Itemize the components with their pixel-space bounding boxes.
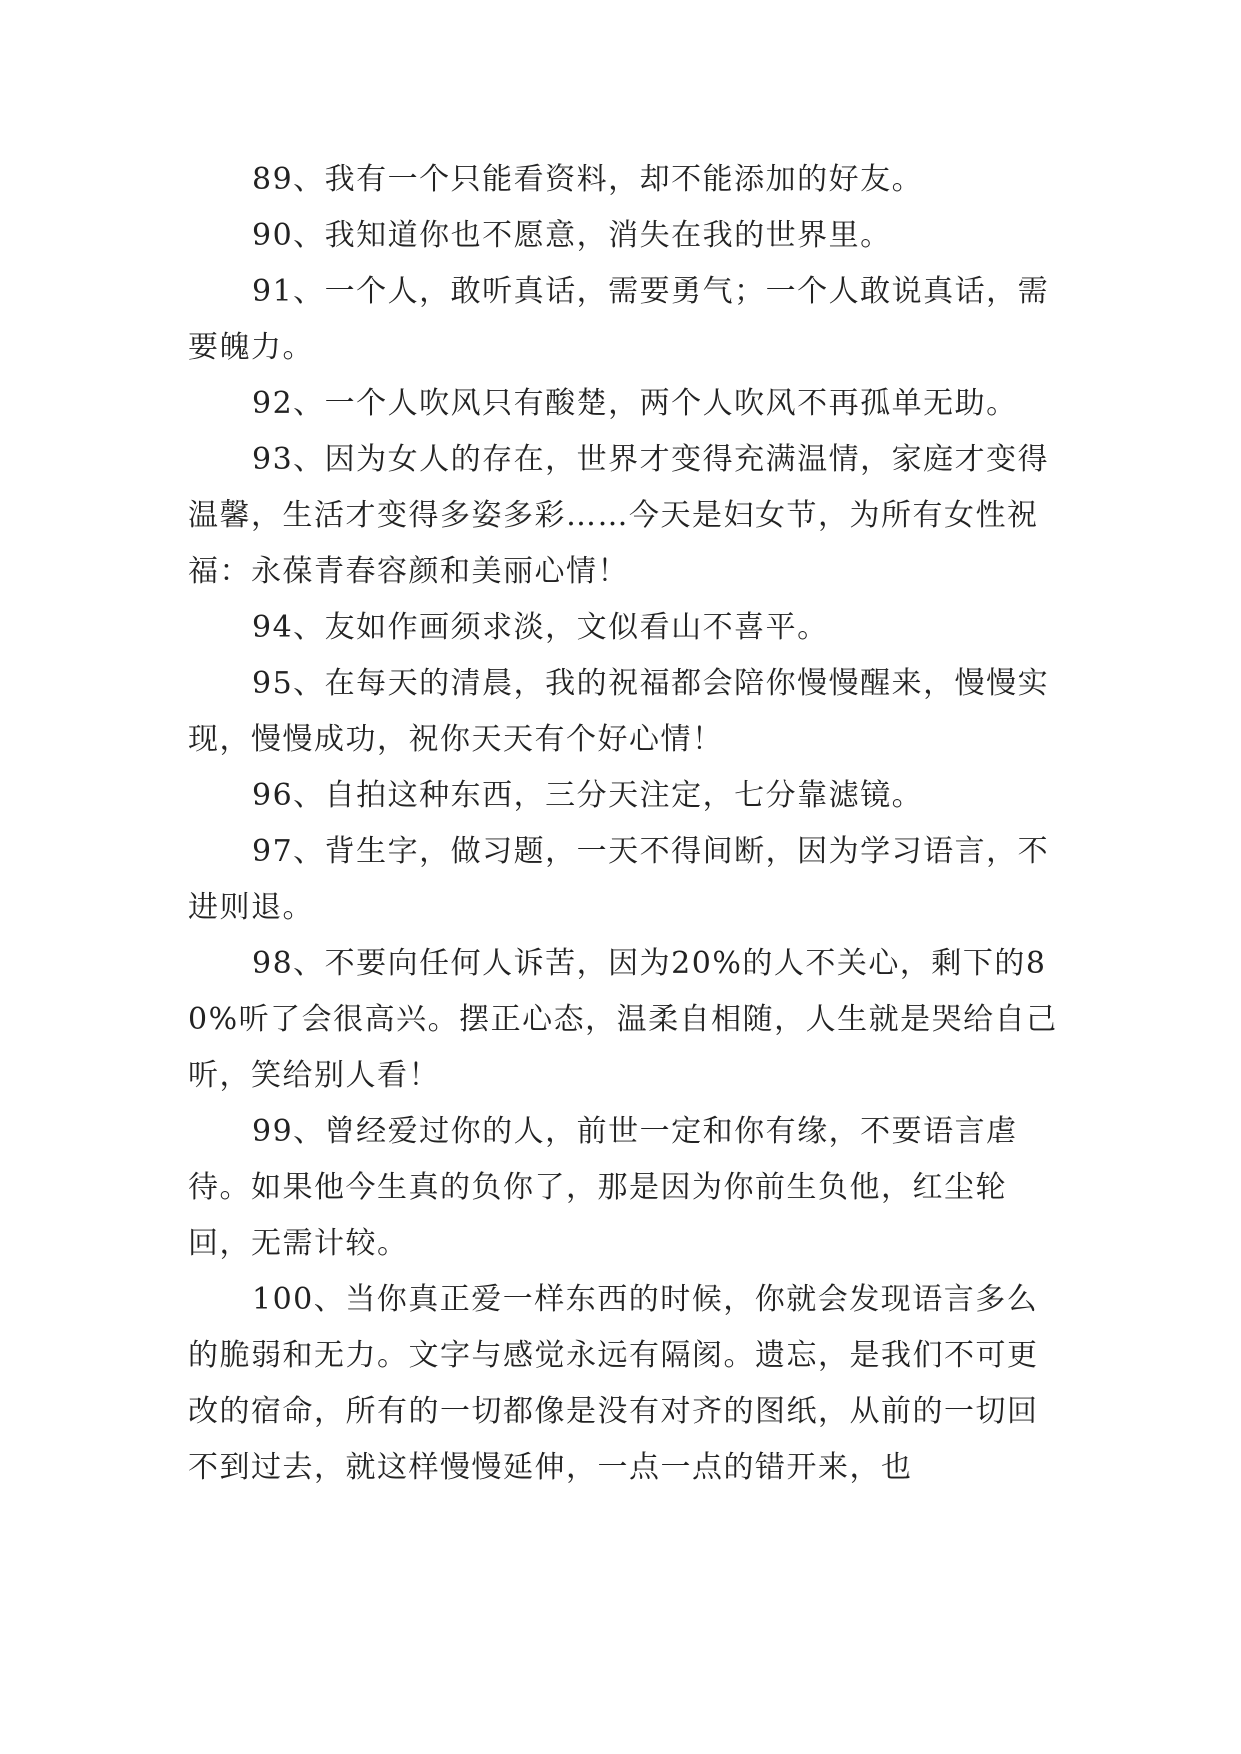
paragraph-90: 90、我知道你也不愿意，消失在我的世界里。 bbox=[252, 218, 892, 253]
paragraph-95: 95、在每天的清晨，我的祝福都会陪你慢慢醒来，慢慢实现，慢慢成功，祝你天天有个好心情！ bbox=[188, 666, 1050, 757]
paragraph-92: 92、一个人吹风只有酸楚，两个人吹风不再孤单无助。 bbox=[252, 386, 1018, 421]
paragraph-96: 96、自拍这种东西，三分天注定，七分靠滤镜。 bbox=[252, 778, 924, 813]
paragraph-97: 97、背生字，做习题，一天不得间断，因为学习语言，不进则退。 bbox=[188, 834, 1050, 925]
paragraph-98: 98、不要向任何人诉苦，因为20%的人不关心，剩下的80%听了会很高兴。摆正心态，温柔自相随，人生就是哭给自己听，笑给别人看！ bbox=[188, 946, 1058, 1093]
paragraph-91: 91、一个人，敢听真话，需要勇气；一个人敢说真话，需要魄力。 bbox=[188, 274, 1050, 365]
paragraph-89: 89、我有一个只能看资料，却不能添加的好友。 bbox=[252, 162, 924, 197]
paragraph-100: 100、当你真正爱一样东西的时候，你就会发现语言多么的脆弱和无力。文字与感觉永远有隔阂。遗忘，是我们不可更改的宿命，所有的一切都像是没有对齐的图纸，从前的一切回不到过去，就这样慢慢延伸，一点一点的错开来，也 bbox=[188, 1282, 1039, 1485]
document-body bbox=[188, 152, 1068, 1496]
paragraph-94: 94、友如作画须求淡，文似看山不喜平。 bbox=[252, 610, 829, 645]
paragraph-99: 99、曾经爱过你的人，前世一定和你有缘，不要语言虐待。如果他今生真的负你了，那是因为你前生负他，红尘轮回，无需计较。 bbox=[188, 1114, 1018, 1261]
paragraph-93: 93、因为女人的存在，世界才变得充满温情，家庭才变得温馨，生活才变得多姿多彩……今天是妇女节，为所有女性祝福：永葆青春容颜和美丽心情！ bbox=[188, 442, 1050, 589]
